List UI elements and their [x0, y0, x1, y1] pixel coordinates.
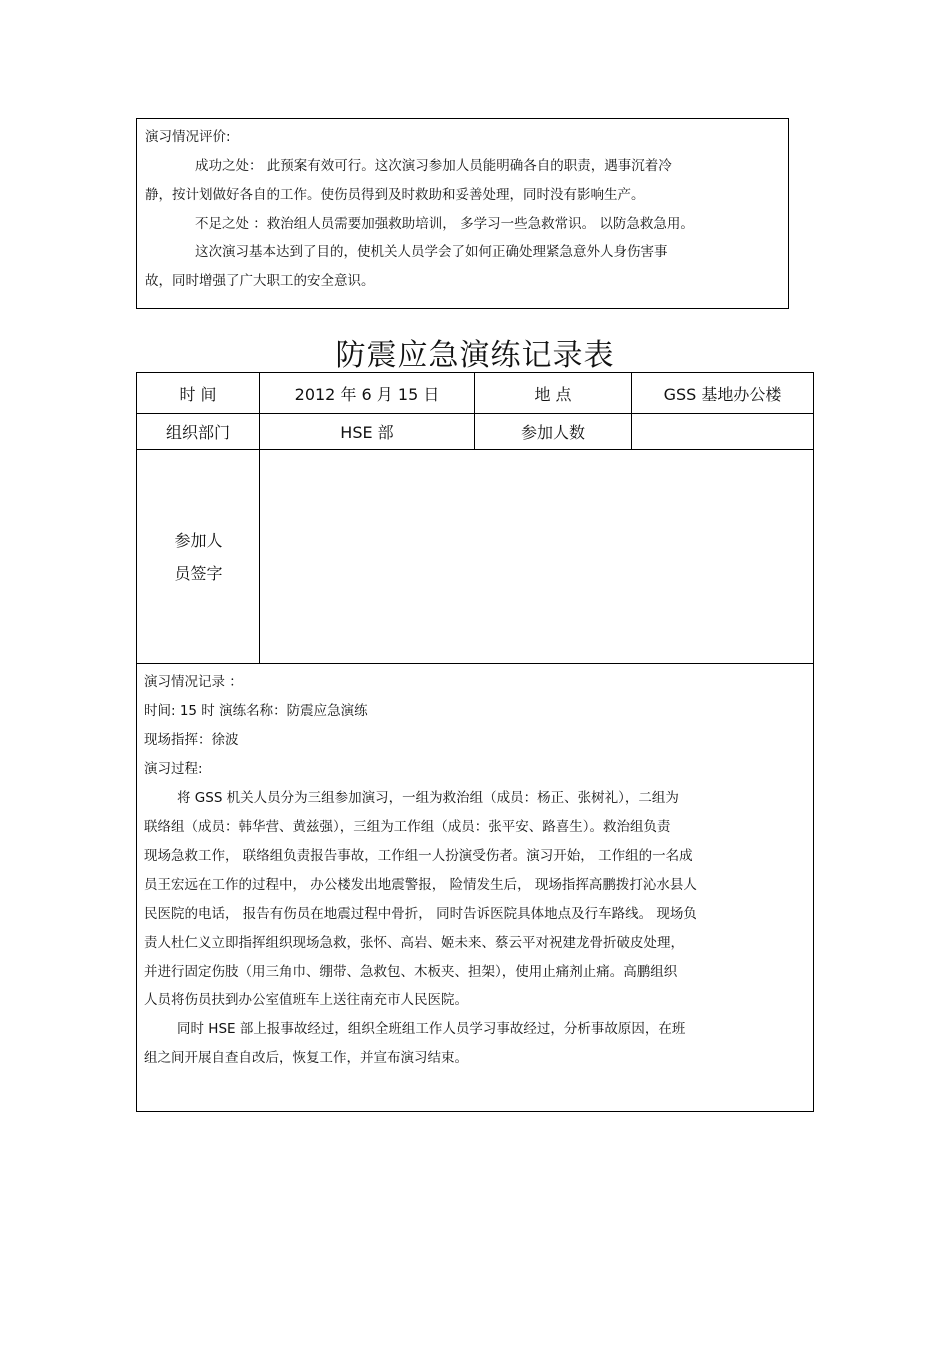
signature-area	[260, 450, 813, 663]
participants-count-label: 参加人数	[520, 423, 585, 442]
process-line: 联络组（成员：韩华营、黄兹强），三组为工作组（成员：张平安、路喜生）。救治组负责	[144, 819, 671, 835]
process-line: 现场急救工作， 联络组负责报告事故，工作组一人扮演受伤者。演习开始， 工作组的一名成	[144, 848, 693, 864]
signature-label-line: 员签字	[174, 563, 223, 583]
row-divider	[137, 663, 813, 664]
evaluation-box	[136, 118, 789, 309]
record-process-heading: 演习过程:	[144, 761, 203, 777]
participants-count-value	[632, 414, 813, 449]
signature-label-line: 参加人	[174, 530, 223, 550]
department-label: 组织部门	[165, 423, 230, 442]
record-time-line: 时间: 15 时 演练名称：防震应急演练	[144, 703, 368, 719]
evaluation-line: 不足之处 ：救治组人员需要加强救助培训， 多学习一些急救常识。 以防急救急用。	[195, 216, 694, 232]
form-title: 防震应急演练记录表	[335, 338, 615, 373]
time-label: 时 间	[179, 384, 217, 404]
record-heading: 演习情况记录 ：	[144, 674, 243, 690]
process-line: 民医院的电话， 报告有伤员在地震过程中骨折， 同时告诉医院具体地点及行车路线。 现场负	[144, 906, 697, 922]
process-line: 并进行固定伤肢（用三角巾、绷带、急救包、木板夹、担架），使用止痛剂止痛。高鹏组织	[144, 964, 678, 980]
process-line: 员王宏远在工作的过程中， 办公楼发出地震警报， 险情发生后， 现场指挥高鹏拨打沁水县人	[144, 877, 697, 893]
process-line: 责人杜仁义立即指挥组织现场急救，张怀、高岩、姬未来、蔡云平对祝建龙骨折破皮处理，	[144, 935, 684, 951]
evaluation-line: 这次演习基本达到了目的，使机关人员学会了如何正确处理紧急意外人身伤害事	[195, 244, 668, 260]
process-line: 人员将伤员扶到办公室值班车上送往南充市人民医院。	[144, 992, 468, 1008]
evaluation-heading: 演习情况评价:	[145, 129, 231, 145]
evaluation-line: 静，按计划做好各自的工作。使伤员得到及时救助和妥善处理，同时没有影响生产。	[145, 187, 645, 203]
record-commander-line: 现场指挥：徐波	[144, 732, 239, 748]
process-line: 组之间开展自查自改后，恢复工作，并宣布演习结束。	[144, 1050, 468, 1066]
evaluation-line: 故，同时增强了广大职工的安全意识。	[145, 273, 375, 289]
process-line: 同时 HSE 部上报事故经过，组织全班组工作人员学习事故经过，分析事故原因，在班	[177, 1021, 686, 1037]
location-label: 地 点	[534, 384, 572, 404]
time-value: 2012 年 6 月 15 日	[294, 384, 440, 404]
location-value: GSS 基地办公楼	[663, 384, 782, 404]
department-value: HSE 部	[340, 423, 394, 442]
signature-label	[137, 450, 260, 663]
evaluation-line: 成功之处： 此预案有效可行。这次演习参加人员能明确各自的职责，遇事沉着冷	[195, 158, 672, 174]
record-form-table	[136, 372, 814, 1112]
process-line: 将 GSS 机关人员分为三组参加演习，一组为救治组（成员：杨正、张树礼），二组为	[177, 790, 679, 806]
